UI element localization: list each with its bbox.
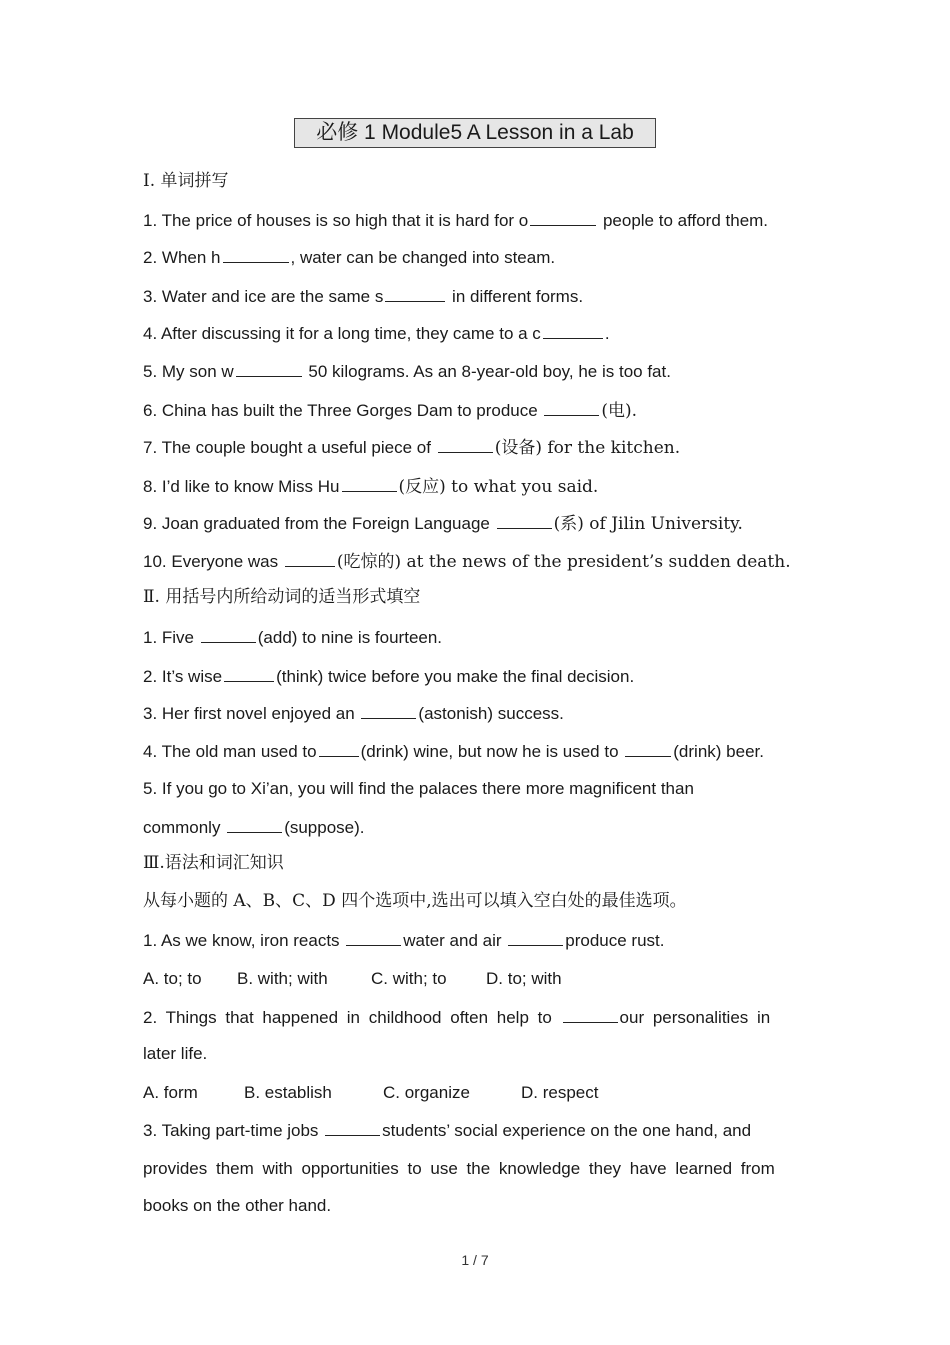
answer-blank[interactable] bbox=[530, 210, 596, 226]
s1-item-4: 4. After discussing it for a long time, they came to a c . bbox=[143, 324, 610, 343]
section-3-instruction: 从每小题的 A、B、C、D 四个选项中,选出可以填入空白处的最佳选项。 bbox=[143, 891, 687, 911]
answer-blank[interactable] bbox=[438, 437, 493, 453]
document-title: 必修 1 Module5 A Lesson in a Lab bbox=[294, 118, 656, 148]
s3-q3-cont-2: books on the other hand. bbox=[143, 1196, 332, 1215]
s2-item-1: 1. Five (add) to nine is fourteen. bbox=[143, 628, 443, 647]
s3-question-3: 3. Taking part-time jobs students’ social experience on the one hand, and bbox=[143, 1121, 752, 1140]
s1-item-8: 8. I’d like to know Miss Hu (反应) to what you said. bbox=[143, 477, 599, 497]
option-c[interactable]: C. organize bbox=[383, 1083, 470, 1102]
s2-item-2: 2. It’s wise (think) twice before you make the final decision. bbox=[143, 667, 635, 686]
s3-q3-cont-1: provides them with opportunities to use the knowledge they have learned from bbox=[143, 1159, 775, 1178]
option-a[interactable]: A. form bbox=[143, 1083, 198, 1102]
s1-item-2: 2. When h , water can be changed into steam. bbox=[143, 248, 556, 267]
answer-blank[interactable] bbox=[342, 476, 397, 492]
answer-blank[interactable] bbox=[625, 741, 671, 757]
s2-item-3: 3. Her first novel enjoyed an (astonish) success. bbox=[143, 704, 564, 723]
option-c[interactable]: C. with; to bbox=[371, 969, 447, 988]
answer-blank[interactable] bbox=[361, 703, 416, 719]
answer-blank[interactable] bbox=[346, 930, 401, 946]
option-b[interactable]: B. with; with bbox=[237, 969, 328, 988]
answer-blank[interactable] bbox=[544, 400, 599, 416]
answer-blank[interactable] bbox=[224, 666, 274, 682]
answer-blank[interactable] bbox=[543, 323, 603, 339]
section-2-heading: Ⅱ. 用括号内所给动词的适当形式填空 bbox=[143, 587, 421, 607]
answer-blank[interactable] bbox=[325, 1120, 380, 1136]
s1-item-3: 3. Water and ice are the same s in different forms. bbox=[143, 287, 584, 306]
answer-blank[interactable] bbox=[227, 817, 282, 833]
s1-item-7: 7. The couple bought a useful piece of (设备) for the kitchen. bbox=[143, 438, 681, 458]
s1-item-9: 9. Joan graduated from the Foreign Language (系) of Jilin University. bbox=[143, 514, 743, 534]
option-b[interactable]: B. establish bbox=[244, 1083, 332, 1102]
answer-blank[interactable] bbox=[563, 1007, 618, 1023]
answer-blank[interactable] bbox=[319, 741, 359, 757]
s3-q2-cont: later life. bbox=[143, 1044, 208, 1063]
s3-q2-options bbox=[143, 1082, 598, 1104]
answer-blank[interactable] bbox=[385, 286, 445, 302]
section-1-heading: Ⅰ. 单词拼写 bbox=[143, 171, 229, 191]
s3-question-1: 1. As we know, iron reacts water and air produce rust. bbox=[143, 931, 665, 950]
answer-blank[interactable] bbox=[201, 627, 256, 643]
answer-blank[interactable] bbox=[497, 513, 552, 529]
answer-blank[interactable] bbox=[236, 361, 302, 377]
option-d[interactable]: D. respect bbox=[521, 1083, 599, 1102]
answer-blank[interactable] bbox=[223, 247, 289, 263]
s1-item-6: 6. China has built the Three Gorges Dam to produce (电). bbox=[143, 401, 638, 421]
s3-question-2: 2. Things that happened in childhood often help to our personalities in bbox=[143, 1008, 771, 1027]
s1-item-5: 5. My son w 50 kilograms. As an 8-year-old boy, he is too fat. bbox=[143, 362, 671, 381]
answer-blank[interactable] bbox=[508, 930, 563, 946]
s2-item-5: 5. If you go to Xi’an, you will find the palaces there more magnificent than bbox=[143, 779, 694, 798]
s1-item-1: 1. The price of houses is so high that it is hard for o people to afford them. bbox=[143, 211, 769, 230]
s3-q1-options bbox=[143, 968, 562, 990]
s2-item-5-cont: commonly (suppose). bbox=[143, 818, 365, 837]
option-d[interactable]: D. to; with bbox=[486, 969, 562, 988]
section-3-heading: Ⅲ.语法和词汇知识 bbox=[143, 853, 284, 873]
answer-blank[interactable] bbox=[285, 551, 335, 567]
page-number: 1 / 7 bbox=[461, 1252, 489, 1268]
s1-item-10: 10. Everyone was (吃惊的) at the news of the president’s sudden death. bbox=[143, 552, 791, 572]
option-a[interactable]: A. to; to bbox=[143, 969, 202, 988]
s2-item-4: 4. The old man used to (drink) wine, but now he is used to (drink) beer. bbox=[143, 742, 764, 761]
